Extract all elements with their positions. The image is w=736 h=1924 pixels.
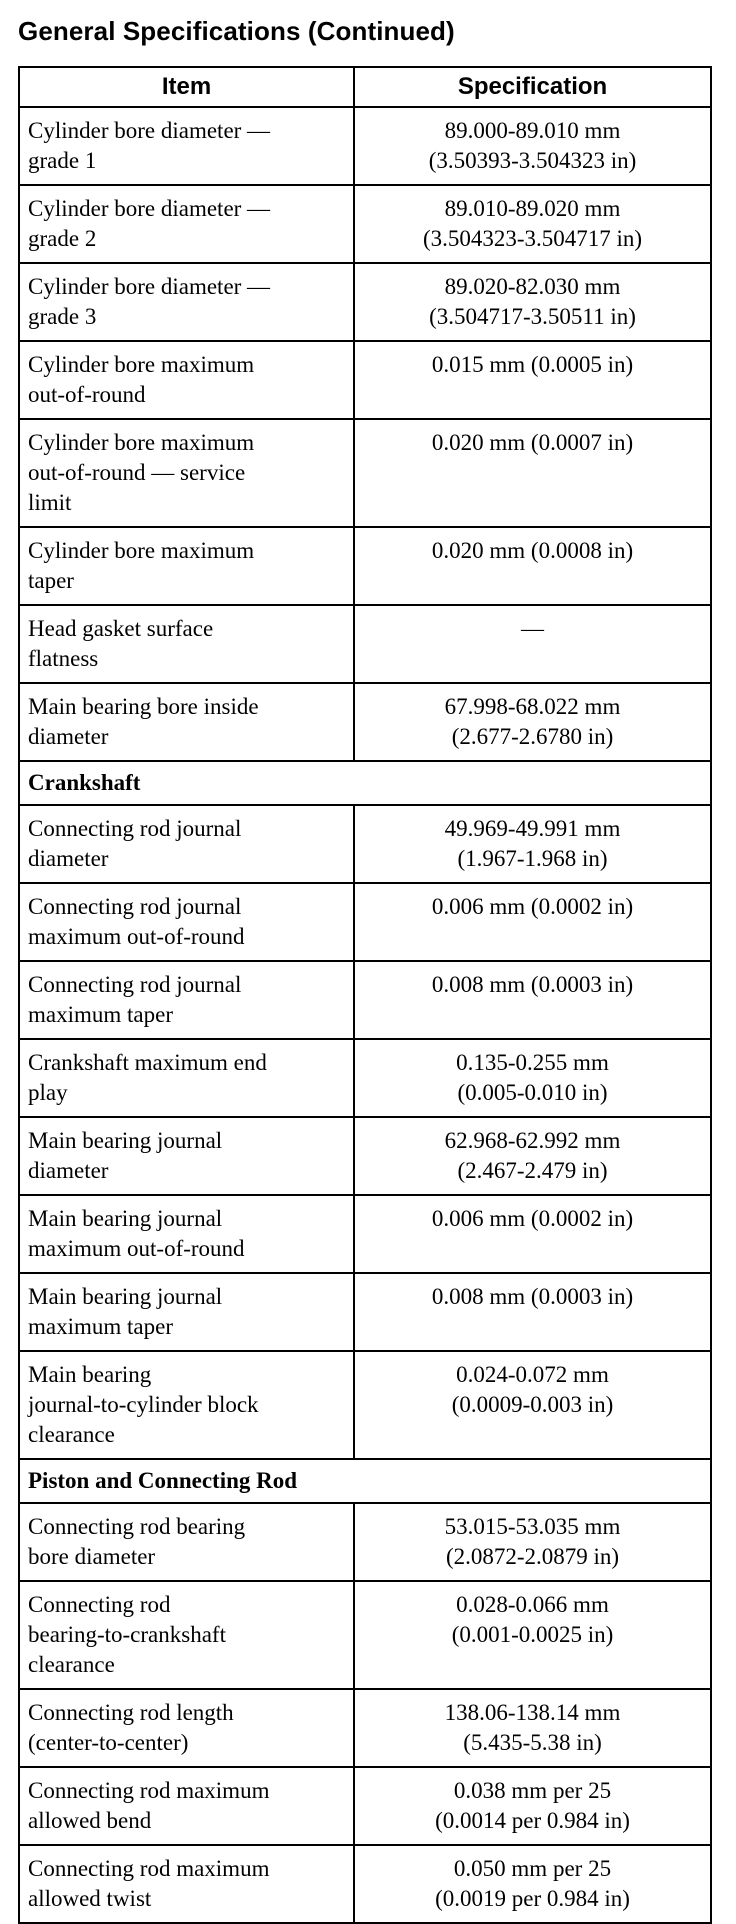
specification-text-line: 0.008 mm (0.0003 in) [431,1284,634,1309]
specification-cell [354,263,711,341]
item-text-line: Connecting rod journal [28,816,242,841]
specification-cell [354,1117,711,1195]
item-text-line: diameter [28,846,109,871]
specification-text-line: (0.001-0.0025 in) [451,1622,614,1647]
specification-cell [354,1503,711,1581]
specification-text-line: (0.005-0.010 in) [457,1080,608,1105]
item-text-line: flatness [28,646,99,671]
specification-text-line: 0.006 mm (0.0002 in) [431,1206,634,1231]
item-cell [19,1767,354,1845]
item-text-line: allowed bend [28,1808,152,1833]
specification-cell [354,107,711,185]
column-header-item: Item [19,67,354,107]
specification-text-line: 89.000-89.010 mm [444,118,621,143]
specification-cell [354,605,711,683]
item-text-line: Cylinder bore maximum [28,430,255,455]
item-cell [19,1845,354,1923]
item-cell [19,1351,354,1459]
specification-text-line: 0.020 mm (0.0007 in) [431,430,634,455]
item-text-line: grade 2 [28,226,97,251]
column-header-specification: Specification [354,67,711,107]
item-cell [19,107,354,185]
item-cell [19,961,354,1039]
table-row [19,883,711,961]
specification-text-line: 62.968-62.992 mm [444,1128,621,1153]
table-row [19,1767,711,1845]
item-text-line: limit [28,490,72,515]
section-header-row [19,1459,711,1503]
item-text-line: play [28,1080,68,1105]
item-cell [19,341,354,419]
item-text-line: journal-to-cylinder block [28,1392,259,1417]
specification-cell [354,683,711,761]
specifications-table [18,66,712,1924]
specification-cell [354,1273,711,1351]
item-text-line: Connecting rod maximum [28,1856,270,1881]
specification-cell [354,1039,711,1117]
item-text-line: diameter [28,1158,109,1183]
item-text-line: Connecting rod length [28,1700,234,1725]
specification-cell [354,1195,711,1273]
specification-cell [354,341,711,419]
table-row [19,1117,711,1195]
table-row [19,1581,711,1689]
item-text-line: Connecting rod journal [28,972,242,997]
item-text-line: Main bearing bore inside [28,694,259,719]
specification-text-line: (0.0009-0.003 in) [451,1392,614,1417]
item-text-line: allowed twist [28,1886,152,1911]
item-text-line: out-of-round — service [28,460,246,485]
item-cell [19,605,354,683]
item-cell [19,263,354,341]
item-text-line: Head gasket surface [28,616,214,641]
item-cell [19,185,354,263]
item-cell [19,1689,354,1767]
item-text-line: Crankshaft maximum end [28,1050,267,1075]
specification-cell [354,1351,711,1459]
item-text-line: bore diameter [28,1544,156,1569]
item-text-line: Main bearing [28,1362,152,1387]
specification-text-line: 0.050 mm per 25 [453,1856,612,1881]
section-title: Piston and Connecting Rod [19,1459,711,1503]
item-text-line: grade 1 [28,148,97,173]
table-row [19,1273,711,1351]
table-row [19,1845,711,1923]
item-text-line: maximum out-of-round [28,1236,245,1261]
item-text-line: Main bearing journal [28,1206,223,1231]
specification-text-line: (0.0019 per 0.984 in) [435,1886,630,1911]
item-text-line: diameter [28,724,109,749]
item-text-line: Cylinder bore diameter — [28,274,271,299]
specification-text-line: (3.50393-3.504323 in) [428,148,637,173]
specification-cell [354,805,711,883]
table-row [19,683,711,761]
table-row [19,263,711,341]
item-text-line: clearance [28,1652,115,1677]
table-row [19,107,711,185]
specification-text-line: 0.006 mm (0.0002 in) [431,894,634,919]
item-text-line: Cylinder bore diameter — [28,118,271,143]
item-text-line: Connecting rod bearing [28,1514,246,1539]
specification-cell [354,961,711,1039]
item-cell [19,1273,354,1351]
item-text-line: Cylinder bore maximum [28,538,255,563]
item-text-line: (center-to-center) [28,1730,189,1755]
item-text-line: Cylinder bore maximum [28,352,255,377]
item-text-line: Main bearing journal [28,1128,223,1153]
item-cell [19,1039,354,1117]
specification-text-line: 89.020-82.030 mm [444,274,621,299]
item-text-line: maximum out-of-round [28,924,245,949]
specification-cell [354,883,711,961]
page-title: General Specifications (Continued) [18,16,455,46]
specification-text-line: 0.135-0.255 mm [456,1050,609,1075]
specification-cell [354,527,711,605]
section-title: Crankshaft [19,761,711,805]
item-text-line: out-of-round [28,382,146,407]
specification-text-line: (5.435-5.38 in) [463,1730,602,1755]
specification-text-line: (0.0014 per 0.984 in) [435,1808,630,1833]
item-cell [19,883,354,961]
specification-text-line: 89.010-89.020 mm [444,196,621,221]
specification-text-line: 53.015-53.035 mm [444,1514,621,1539]
specification-cell [354,419,711,527]
table-row [19,185,711,263]
specification-text-line: 49.969-49.991 mm [444,816,621,841]
table-row [19,1689,711,1767]
table-row [19,961,711,1039]
specification-text-line: 0.008 mm (0.0003 in) [431,972,634,997]
specification-text-line: 0.028-0.066 mm [456,1592,609,1617]
item-text-line: bearing-to-crankshaft [28,1622,226,1647]
item-cell [19,1581,354,1689]
specification-text-line: 0.020 mm (0.0008 in) [431,538,634,563]
table-row [19,1351,711,1459]
specification-text-line: (1.967-1.968 in) [457,846,608,871]
specification-text-line: (2.467-2.479 in) [457,1158,608,1183]
specification-text-line: 67.998-68.022 mm [444,694,621,719]
specification-cell [354,185,711,263]
table-row [19,1039,711,1117]
table-body [19,107,711,1923]
item-text-line: Connecting rod maximum [28,1778,270,1803]
item-cell [19,683,354,761]
item-text-line: Main bearing journal [28,1284,223,1309]
item-cell [19,1195,354,1273]
specification-text-line: (3.504323-3.504717 in) [422,226,643,251]
item-text-line: Cylinder bore diameter — [28,196,271,221]
item-cell [19,1503,354,1581]
table-row [19,419,711,527]
item-text-line: Connecting rod journal [28,894,242,919]
item-cell [19,419,354,527]
specification-cell [354,1689,711,1767]
section-header-row [19,761,711,805]
specification-text-line: (2.0872-2.0879 in) [445,1544,620,1569]
specification-text-line: 0.038 mm per 25 [453,1778,612,1803]
table-row [19,1503,711,1581]
specification-text-line: — [521,616,544,641]
item-text-line: grade 3 [28,304,97,329]
table-row [19,1195,711,1273]
specification-cell [354,1845,711,1923]
item-cell [19,527,354,605]
specification-text-line: 138.06-138.14 mm [444,1700,621,1725]
specification-cell [354,1581,711,1689]
item-text-line: maximum taper [28,1314,173,1339]
specification-text-line: (2.677-2.6780 in) [451,724,614,749]
specification-cell [354,1767,711,1845]
item-text-line: Connecting rod [28,1592,171,1617]
table-row [19,605,711,683]
item-text-line: maximum taper [28,1002,173,1027]
item-cell [19,805,354,883]
item-cell [19,1117,354,1195]
table-row [19,527,711,605]
table-row [19,341,711,419]
item-text-line: clearance [28,1422,115,1447]
specification-text-line: 0.015 mm (0.0005 in) [431,352,634,377]
specification-text-line: 0.024-0.072 mm [456,1362,609,1387]
table-header-row [19,67,711,107]
item-text-line: taper [28,568,74,593]
specification-text-line: (3.504717-3.50511 in) [429,304,636,329]
table-row [19,805,711,883]
